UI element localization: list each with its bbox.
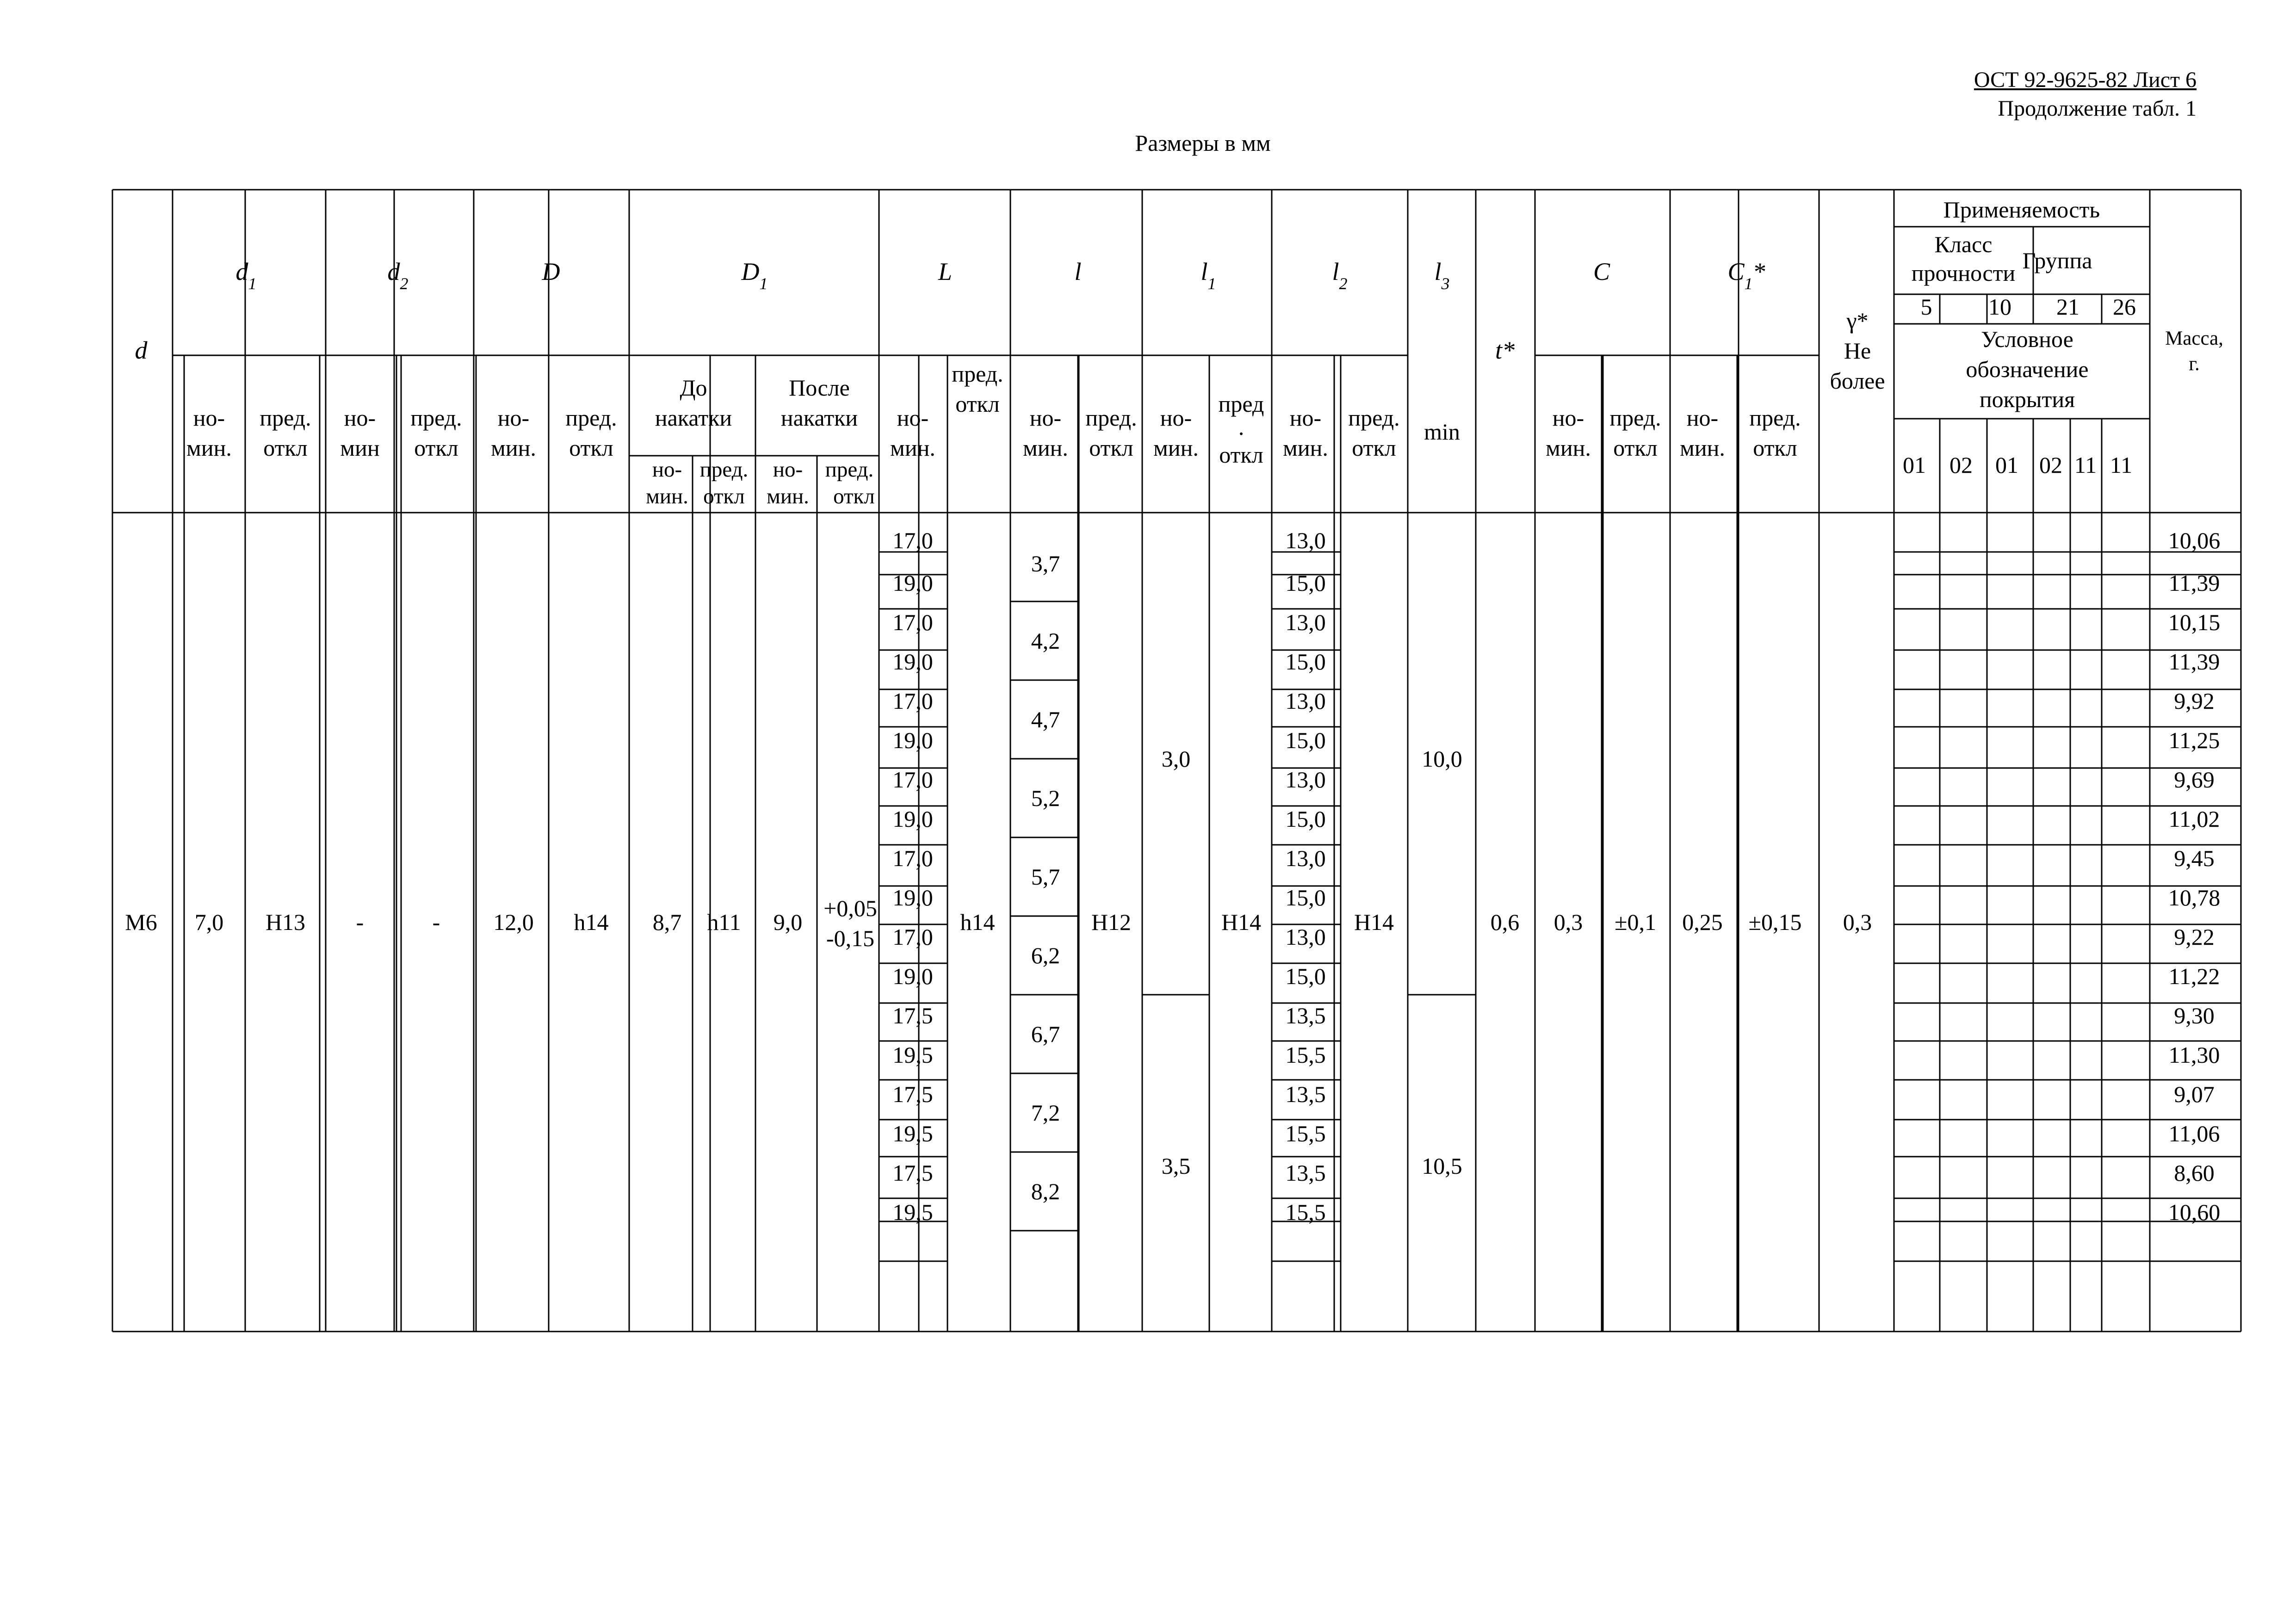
header-coating-code-4: 02 — [2039, 452, 2062, 478]
header-strength-class-line1: Класс — [1934, 231, 1993, 257]
header-D1-after-tol-2: откл — [833, 484, 875, 508]
cell-D1-after-nom: 9,0 — [773, 909, 803, 935]
cell-l2-nom: 13,0 — [1285, 767, 1326, 793]
cell-L-tol: h14 — [960, 909, 995, 935]
header-strength-class-line2: прочности — [1911, 260, 2016, 286]
cell-D-tol: h14 — [574, 909, 609, 935]
cell-l2-nom: 13,0 — [1285, 527, 1326, 553]
header-coating-code-6: 11 — [2110, 452, 2133, 478]
header-coating-code-2: 02 — [1949, 452, 1973, 478]
header-C1-nom-2: мин. — [1680, 435, 1725, 461]
cell-L-nom: 19,5 — [892, 1121, 933, 1146]
cell-l-nom: 4,7 — [1031, 706, 1060, 732]
header-coating-line1: Условное — [1981, 326, 2073, 352]
header-coating-line3: покрытия — [1979, 386, 2075, 412]
header-d1-tol-1: пред. — [260, 405, 311, 431]
cell-l-nom: 5,2 — [1031, 785, 1060, 811]
cell-l2-nom: 15,0 — [1285, 806, 1326, 832]
header-mass-line2: г. — [2189, 353, 2200, 375]
cell-l-nom: 5,7 — [1031, 864, 1060, 890]
header-mass-line1: Масса, — [2165, 328, 2223, 349]
cell-l-nom: 4,2 — [1031, 628, 1060, 654]
cell-l2-nom: 13,0 — [1285, 688, 1326, 714]
header-D1-after-tol-1: пред. — [825, 458, 874, 482]
cell-L-nom: 19,0 — [892, 806, 933, 832]
header-l-nom-2: мин. — [1023, 435, 1068, 461]
cell-mass: 9,69 — [2174, 767, 2215, 793]
cell-mass: 11,39 — [2168, 570, 2220, 596]
cell-l2-nom: 15,5 — [1285, 1199, 1326, 1225]
header-l-tol-1: пред. — [1085, 405, 1137, 431]
header-C1-tol-1: пред. — [1749, 405, 1801, 431]
cell-l2-nom: 15,0 — [1285, 963, 1326, 989]
header-t: t* — [1495, 336, 1515, 364]
header-D1-before-nom-1: но- — [652, 458, 682, 482]
units-note: Размеры в мм — [1135, 130, 1271, 156]
header-coating-code-3: 01 — [1995, 452, 2018, 478]
cell-d1-nom: 7,0 — [194, 909, 224, 935]
cell-l2-nom: 13,0 — [1285, 924, 1326, 950]
header-l-nom-1: но- — [1029, 405, 1062, 431]
cell-mass: 11,02 — [2168, 806, 2220, 832]
header-before-rolling-2: накатки — [655, 405, 732, 431]
cell-L-nom: 19,0 — [892, 963, 933, 989]
header-C-tol-2: откл — [1613, 435, 1658, 461]
header-l3: $l_3$ — [1434, 258, 1450, 293]
cell-l2-tol: H14 — [1354, 909, 1394, 935]
table-continuation-label: Продолжение табл. 1 — [1998, 96, 2197, 121]
cell-L-nom: 17,0 — [892, 924, 933, 950]
header-D1-before-nom-2: мин. — [646, 484, 688, 508]
header-l2-nom-2: мин. — [1283, 435, 1328, 461]
header-d1-nom-1: но- — [193, 405, 225, 431]
header-D1-before-tol-1: пред. — [699, 458, 749, 482]
header-C-nom-1: но- — [1552, 405, 1584, 431]
header-gamma-line2: более — [1830, 368, 1885, 394]
header-l2-tol-2: откл — [1352, 435, 1396, 461]
header-d1: $d_1$ — [235, 258, 257, 293]
header-L-tol-2: откл — [955, 391, 1000, 417]
cell-L-nom: 17,5 — [892, 1160, 933, 1186]
cell-D1-after-tol-upper: +0,05 — [823, 895, 877, 921]
header-before-rolling-1: До — [680, 375, 707, 401]
cell-gamma: 0,3 — [1843, 909, 1872, 935]
cell-mass: 9,92 — [2174, 688, 2215, 714]
cell-mass: 10,78 — [2168, 885, 2221, 911]
cell-L-nom: 17,0 — [892, 688, 933, 714]
cell-l2-nom: 15,0 — [1285, 727, 1326, 753]
cell-d2-tol: - — [432, 909, 440, 935]
cell-l1-nom: 3,5 — [1161, 1153, 1191, 1179]
header-D-nom-2: мин. — [491, 435, 536, 461]
cell-mass: 8,60 — [2174, 1160, 2215, 1186]
header-L-nom-2: мин. — [890, 435, 935, 461]
cell-L-nom: 19,5 — [892, 1199, 933, 1225]
cell-D-nom: 12,0 — [493, 909, 534, 935]
header-d: d — [135, 336, 148, 364]
header-L-nom-1: но- — [897, 405, 929, 431]
header-d2-tol-2: откл — [414, 435, 458, 461]
header-class-10: 10 — [1988, 294, 2011, 320]
cell-l1-tol: H14 — [1221, 909, 1262, 935]
cell-L-nom: 17,5 — [892, 1081, 933, 1107]
cell-mass: 11,22 — [2168, 963, 2220, 989]
header-l2: $l_2$ — [1332, 258, 1348, 293]
header-D1-after-nom-2: мин. — [767, 484, 809, 508]
table-rows — [892, 527, 2220, 1225]
cell-D1-after-tol-lower: -0,15 — [826, 925, 875, 951]
header-after-rolling-1: После — [789, 375, 850, 401]
cell-mass: 9,22 — [2174, 924, 2215, 950]
header-coating-code-1: 01 — [1903, 452, 1926, 478]
header-D1-after-nom-1: но- — [773, 458, 803, 482]
document-number: ОСТ 92-9625-82 Лист 6 — [1974, 68, 2197, 92]
cell-l2-nom: 13,0 — [1285, 609, 1326, 635]
constant-values — [125, 895, 1872, 951]
cell-mass: 9,30 — [2174, 1003, 2215, 1028]
cell-L-nom: 19,0 — [892, 885, 933, 911]
header-d2-tol-1: пред. — [410, 405, 462, 431]
header-D: D — [542, 258, 560, 285]
header-D-tol-2: откл — [569, 435, 613, 461]
cell-mass: 11,39 — [2168, 649, 2220, 675]
cell-mass: 11,06 — [2168, 1121, 2220, 1146]
cell-C1-tol: ±0,15 — [1748, 909, 1802, 935]
cell-d2-nom: - — [356, 909, 364, 935]
cell-C-nom: 0,3 — [1553, 909, 1583, 935]
header-after-rolling-2: накатки — [780, 405, 858, 431]
header-d1-tol-2: откл — [263, 435, 308, 461]
cell-l3-min: 10,0 — [1422, 746, 1462, 772]
cell-mass: 11,25 — [2168, 727, 2220, 753]
cell-l-nom: 7,2 — [1031, 1100, 1060, 1126]
header-l2-nom-1: но- — [1289, 405, 1322, 431]
cell-l2-nom: 13,5 — [1285, 1003, 1326, 1028]
cell-L-nom: 17,5 — [892, 1003, 933, 1028]
header-class-5: 5 — [1920, 294, 1932, 320]
cell-d: M6 — [125, 909, 157, 935]
header-C-tol-1: пред. — [1609, 405, 1661, 431]
cell-l2-nom: 13,5 — [1285, 1081, 1326, 1107]
header-D1: $D_1$ — [741, 258, 768, 293]
cell-L-nom: 19,0 — [892, 570, 933, 596]
header-gamma-line1: Не — [1844, 338, 1871, 364]
header-coating-code-5: 11 — [2074, 452, 2097, 478]
cell-C1-nom: 0,25 — [1682, 909, 1723, 935]
header-D-nom-1: но- — [497, 405, 530, 431]
cell-D1-before-tol: h11 — [707, 909, 741, 935]
cell-L-nom: 19,5 — [892, 1042, 933, 1068]
header-d2-nom-1: но- — [344, 405, 376, 431]
header-l1-nom-1: но- — [1160, 405, 1192, 431]
cell-l2-nom: 13,0 — [1285, 845, 1326, 871]
cell-d1-tol: H13 — [265, 909, 306, 935]
header-applicability: Применяемость — [1943, 197, 2100, 223]
cell-l2-nom: 15,0 — [1285, 570, 1326, 596]
cell-L-nom: 17,0 — [892, 767, 933, 793]
header-D-tol-1: пред. — [565, 405, 617, 431]
header-L: L — [938, 258, 953, 285]
header-l1-tol-1: пред — [1218, 391, 1264, 417]
header-l: l — [1074, 258, 1082, 285]
header-C1-nom-1: но- — [1686, 405, 1719, 431]
header-C1-tol-2: откл — [1753, 435, 1797, 461]
header-group-26: 26 — [2113, 294, 2136, 320]
cell-mass: 10,15 — [2168, 609, 2221, 635]
cell-L-nom: 19,0 — [892, 727, 933, 753]
header-gamma-symbol: γ* — [1846, 308, 1869, 334]
header-C-nom-2: мин. — [1546, 435, 1591, 461]
cell-l2-nom: 15,5 — [1285, 1042, 1326, 1068]
cell-L-nom: 17,0 — [892, 609, 933, 635]
cell-mass: 10,60 — [2168, 1199, 2221, 1225]
cell-D1-before-nom: 8,7 — [652, 909, 682, 935]
header-L-tol-1: пред. — [952, 361, 1003, 387]
cell-l2-nom: 13,5 — [1285, 1160, 1326, 1186]
cell-l-nom: 8,2 — [1031, 1178, 1060, 1204]
cell-t: 0,6 — [1490, 909, 1520, 935]
cell-l3-min: 10,5 — [1422, 1153, 1462, 1179]
cell-l2-nom: 15,0 — [1285, 649, 1326, 675]
cell-l-tol: H12 — [1091, 909, 1132, 935]
cell-l-nom: 3,7 — [1031, 551, 1060, 576]
header-C: C — [1593, 258, 1610, 285]
cell-L-nom: 17,0 — [892, 845, 933, 871]
header-C1: $C_1*$ — [1727, 258, 1765, 293]
header-d1-nom-2: мин. — [186, 435, 232, 461]
cell-l2-nom: 15,5 — [1285, 1121, 1326, 1146]
header-group-21: 21 — [2056, 294, 2079, 320]
header-l2-tol-1: пред. — [1348, 405, 1400, 431]
cell-mass: 11,30 — [2168, 1042, 2220, 1068]
cell-mass: 9,45 — [2174, 845, 2215, 871]
header-l1-nom-2: мин. — [1153, 435, 1199, 461]
header-l-tol-2: откл — [1089, 435, 1133, 461]
header-group: Группа — [2022, 248, 2092, 273]
cell-mass: 9,07 — [2174, 1081, 2215, 1107]
cell-l2-nom: 15,0 — [1285, 885, 1326, 911]
header-d2: $d_2$ — [387, 258, 408, 293]
header-l1-tol-dot: . — [1238, 414, 1244, 440]
header-l1-tol-2: откл — [1219, 442, 1263, 468]
header-d2-nom-2: мин — [340, 435, 380, 461]
cell-L-nom: 19,0 — [892, 649, 933, 675]
cell-l-nom: 6,2 — [1031, 942, 1060, 968]
header-l1: $l_1$ — [1201, 258, 1216, 293]
header-l3-min: min — [1424, 419, 1460, 445]
cell-l-nom: 6,7 — [1031, 1021, 1060, 1047]
header-D1-before-tol-2: откл — [703, 484, 745, 508]
cell-l1-nom: 3,0 — [1161, 746, 1191, 772]
cell-C-tol: ±0,1 — [1615, 909, 1656, 935]
cell-mass: 10,06 — [2168, 527, 2221, 553]
cell-L-nom: 17,0 — [892, 527, 933, 553]
header-coating-line2: обозначение — [1966, 356, 2089, 382]
